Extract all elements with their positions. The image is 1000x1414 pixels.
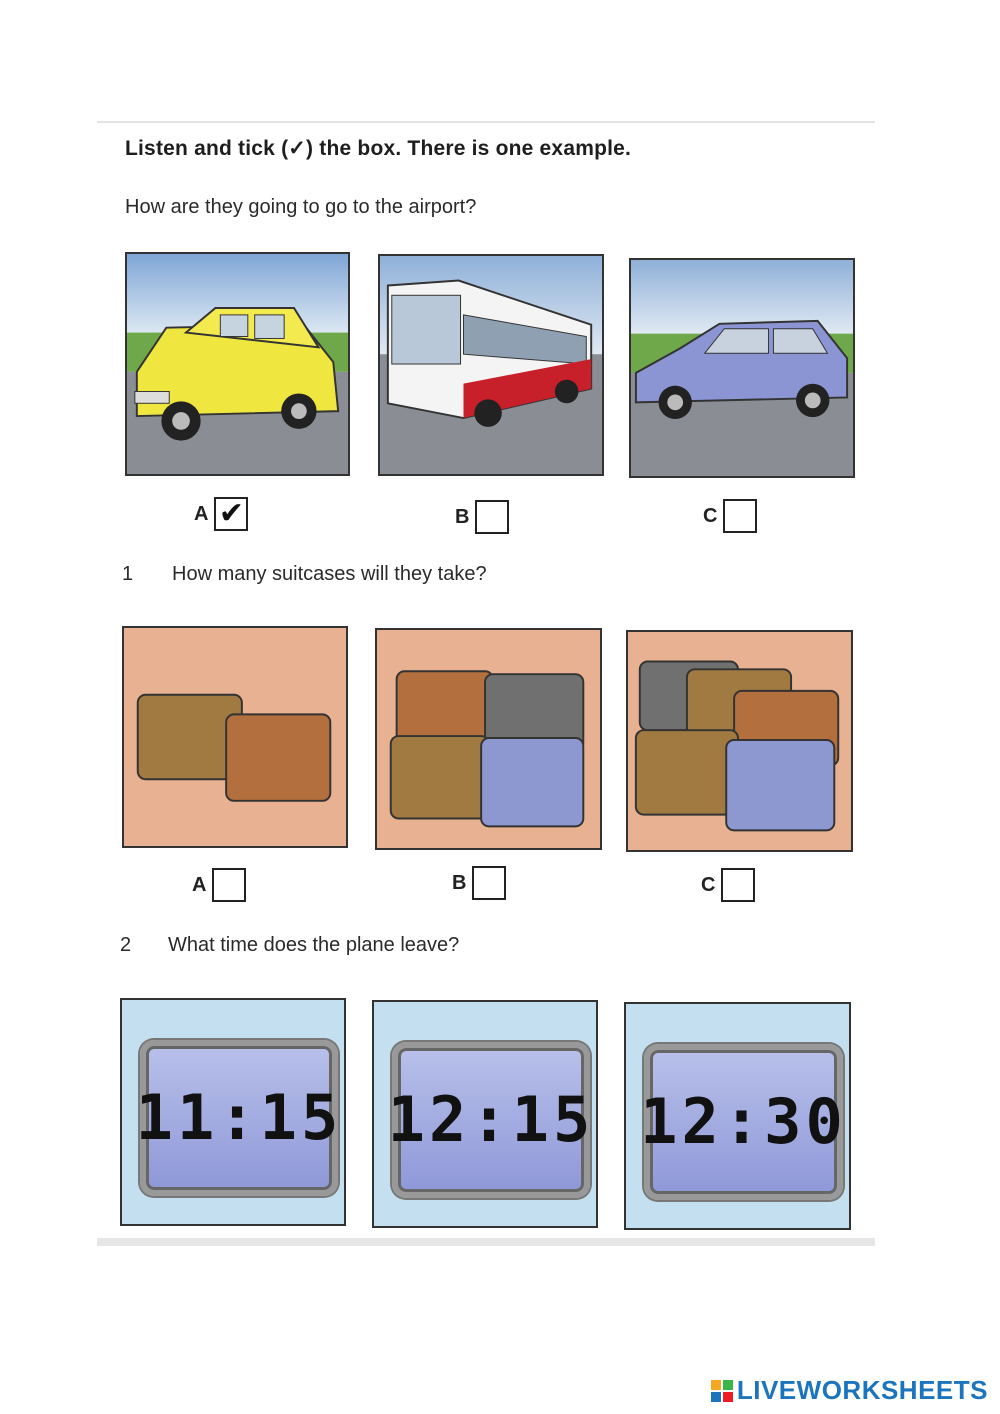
sheet-bottom-border: [97, 1238, 875, 1246]
instruction-heading: Listen and tick (✓) the box. There is one example.: [125, 137, 632, 160]
tick-box-b[interactable]: [475, 500, 509, 534]
digital-clock: [135, 1040, 343, 1195]
example-option-a: [194, 497, 248, 531]
blue-car-picture: [629, 258, 855, 478]
clock-time: 12:30: [640, 1085, 847, 1159]
question-1-text: How many suitcases will they take?: [172, 563, 487, 585]
example-option-b: [455, 500, 509, 534]
question-1-option-b: [452, 866, 506, 900]
option-label: B: [455, 505, 470, 528]
question-2-text: What time does the plane leave?: [168, 934, 460, 956]
tick-box-a[interactable]: ✔: [214, 497, 248, 531]
example-option-c: [703, 499, 757, 533]
question-1-number: 1: [122, 563, 134, 585]
digital-clock: [640, 1044, 847, 1199]
option-label: A: [192, 873, 207, 896]
tick-box-c[interactable]: [723, 499, 757, 533]
brand-mark-icon: [711, 1380, 733, 1402]
example-question: How are they going to go to the airport?: [125, 196, 477, 218]
two-suitcases-picture: [122, 626, 348, 848]
tick-box-c[interactable]: [721, 868, 755, 902]
option-label: B: [452, 871, 467, 894]
question-1-option-a: [192, 868, 246, 902]
four-suitcases-picture: [375, 628, 602, 850]
option-label: C: [701, 873, 716, 896]
taxi-picture: [125, 252, 350, 476]
digital-clock: [387, 1042, 595, 1197]
option-label: C: [703, 504, 718, 527]
question-2-number: 2: [120, 934, 132, 956]
brand-name: LIVEWORKSHEETS: [736, 1375, 988, 1405]
brand-logo: [711, 1375, 988, 1406]
clock-picture-2: [372, 1000, 598, 1228]
clock-time: 12:15: [387, 1083, 595, 1157]
sheet-top-border: [97, 121, 875, 123]
clock-time: 11:15: [135, 1081, 343, 1155]
option-label: A: [194, 502, 209, 525]
clock-picture-3: [624, 1002, 851, 1230]
bus-picture: [378, 254, 604, 476]
tick-box-a[interactable]: [212, 868, 246, 902]
six-suitcases-picture: [626, 630, 853, 852]
question-1-option-c: [701, 868, 755, 902]
tick-box-b[interactable]: [472, 866, 506, 900]
clock-picture-1: [120, 998, 346, 1226]
